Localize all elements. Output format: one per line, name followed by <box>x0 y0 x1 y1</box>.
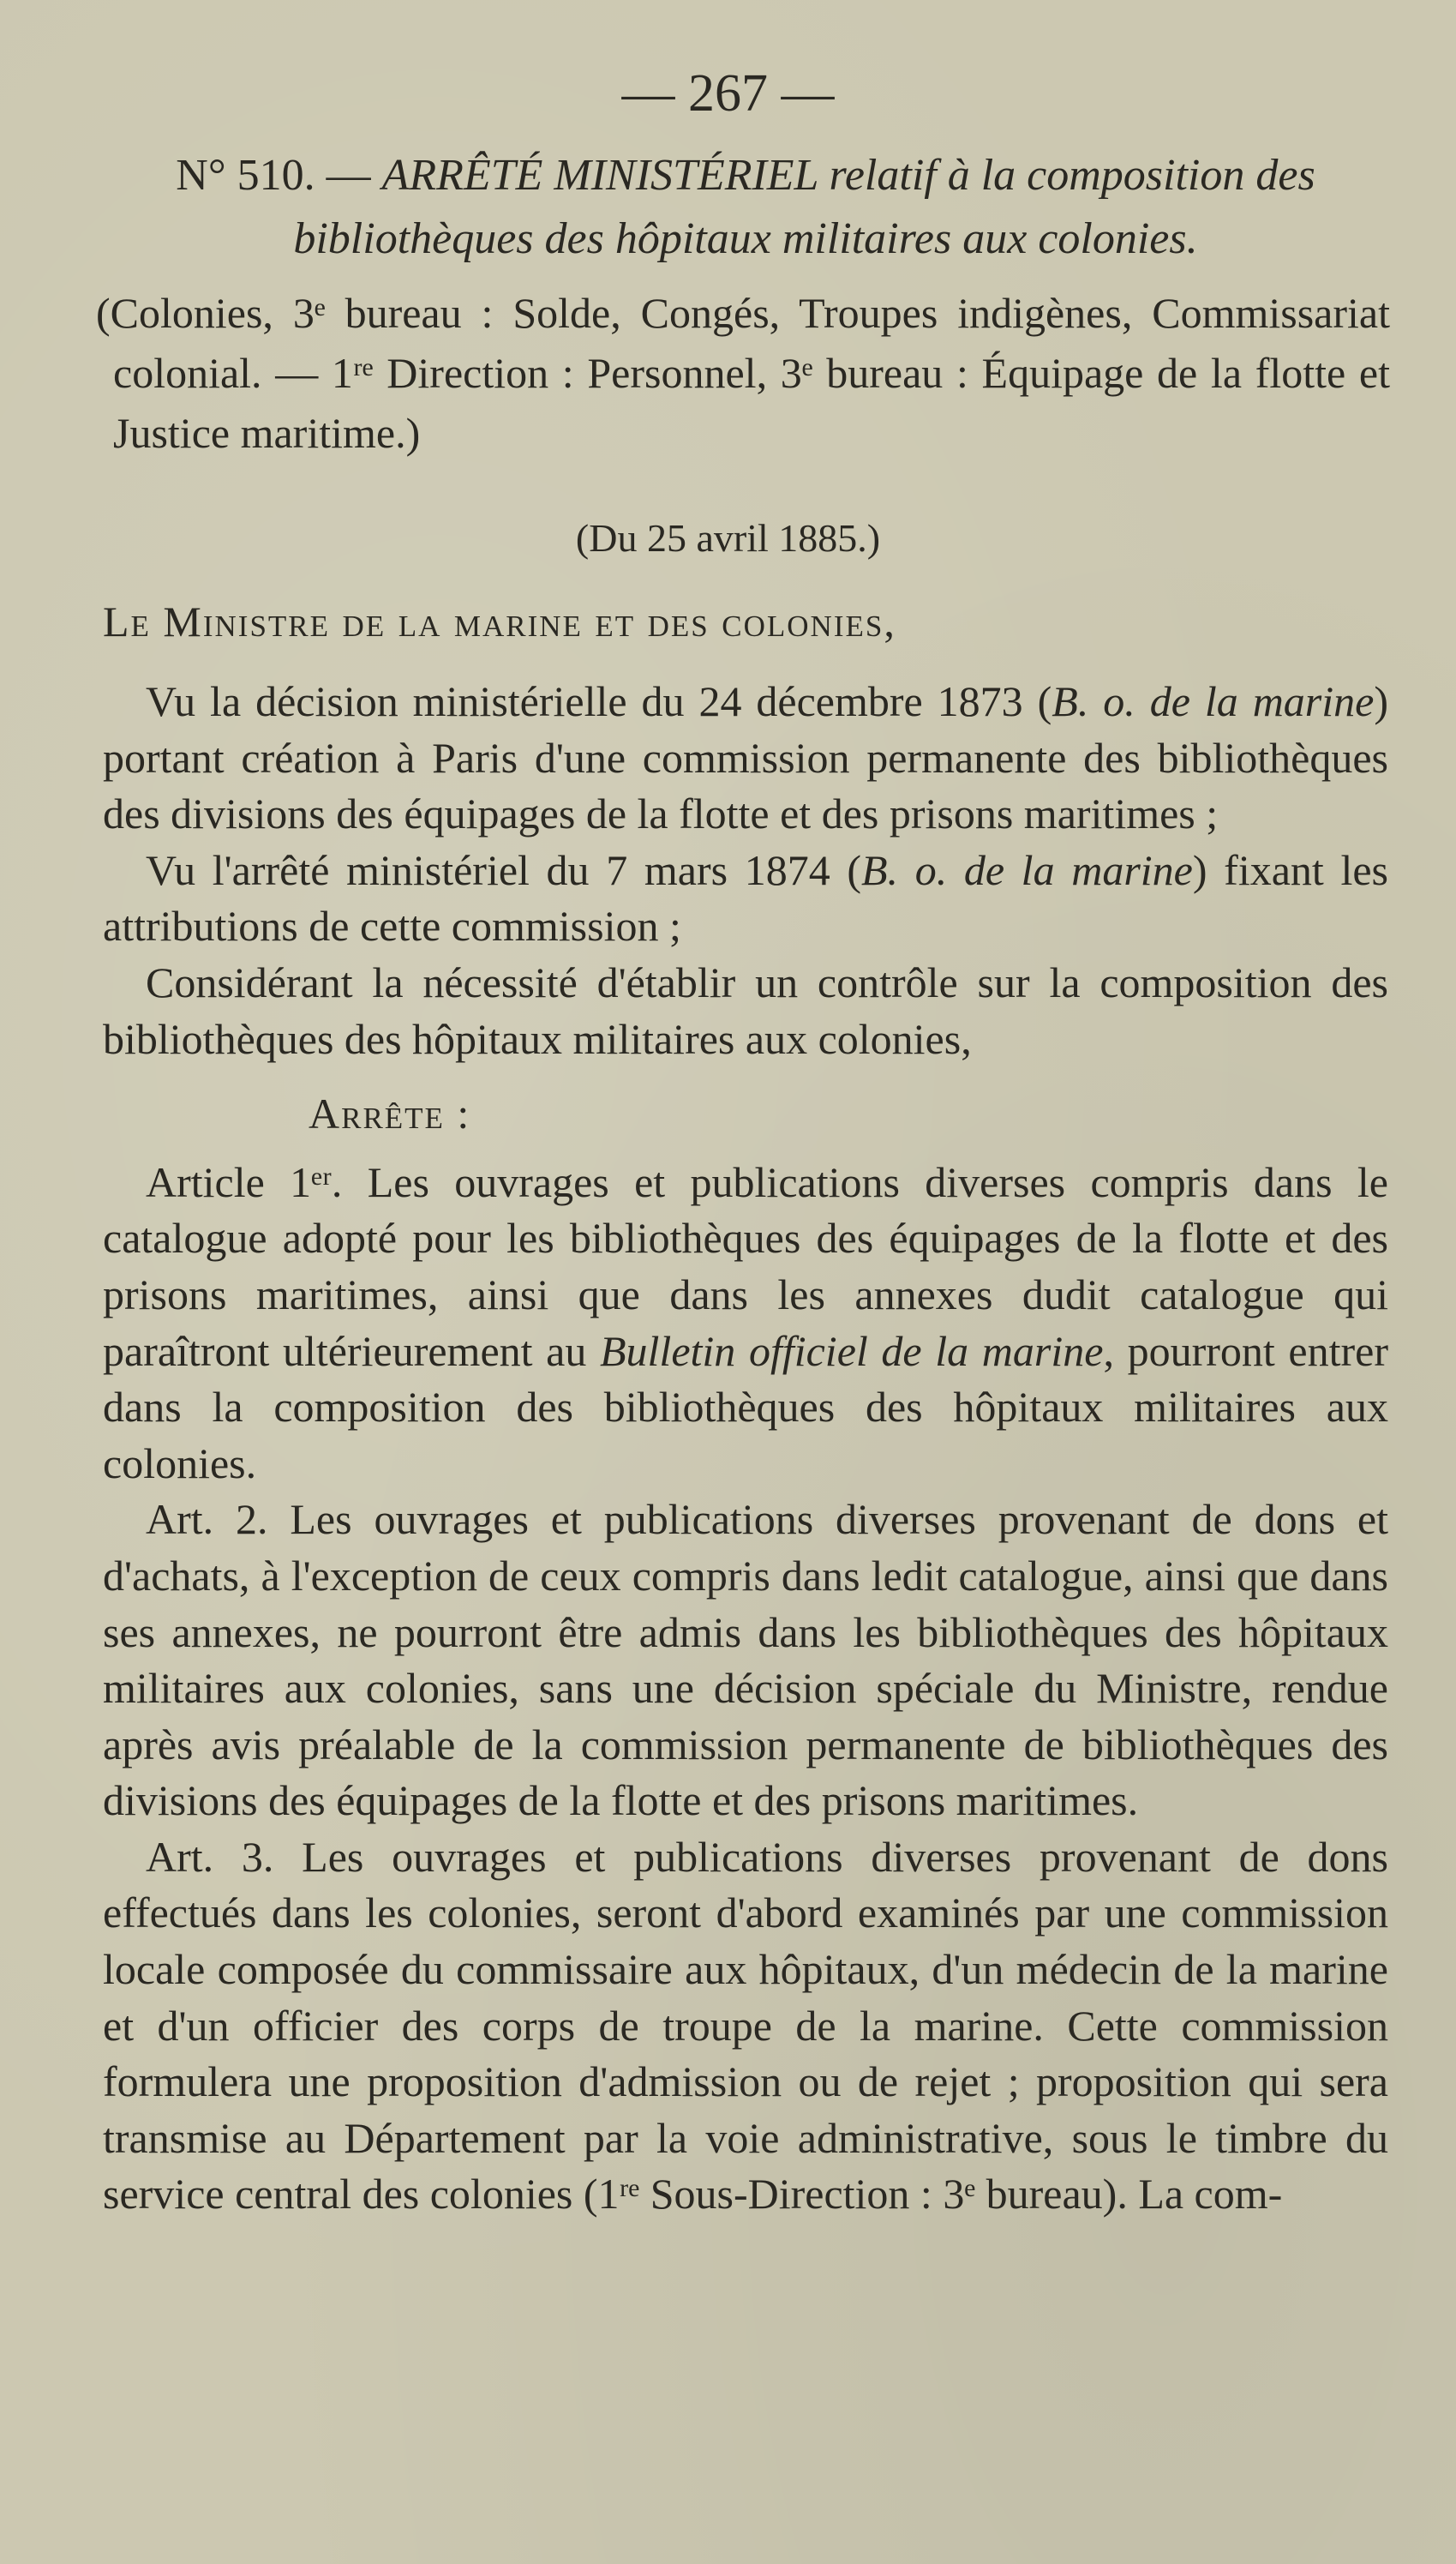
minister-line: Le Ministre de la marine et des colonies, <box>103 597 896 646</box>
bulletin-reference: Bulletin officiel de la marine <box>600 1326 1104 1375</box>
decree-body <box>103 674 1388 2223</box>
considerant-1: Vu la décision ministérielle du 24 décembre 1873 (B. o. de la marine) portant création à Paris d'une commission permanente des bibliothèques des divisions des équipages de la flotte et des prisons maritimes ; <box>103 677 1388 838</box>
bulletin-reference: B. o. de la marine <box>861 845 1193 894</box>
page-number: — 267 — <box>621 64 835 123</box>
article-1: Article 1ᵉʳ. Les ouvrages et publications diverses compris dans le catalogue adopté pour les bibliothèques des équipages de la flotte et des prisons maritimes, ainsi que dans les annexes dudit catalogue qui paraîtront ultérieurement au Bulletin officiel de la marine, pourront entrer dans la composition des bibliothèques des hôpitaux militaires aux colonies. <box>103 1157 1389 1487</box>
considerant-2: Vu l'arrêté ministériel du 7 mars 1874 (B. o. de la marine) fixant les attributions de cette commission ; <box>103 845 1388 951</box>
article-2: Art. 2. Les ouvrages et publications diverses provenant de dons et d'achats, à l'exception de ceux compris dans ledit catalogue, ainsi que dans ses annexes, ne pourront être admis dans les bibliothèques des hôpitaux militaires aux colonies, sans une décision spéciale du Ministre, rendue après avis préalable de la commission permanente de bibliothèques des divisions des équipages de la flotte et des prisons maritimes. <box>103 1495 1388 1825</box>
bulletin-reference: B. o. de la marine <box>1052 677 1375 725</box>
decree-title: ARRÊTÉ MINISTÉRIEL <box>381 151 818 200</box>
decree-subtitle: relatif à la composition des bibliothèques des hôpitaux militaires aux colonies. <box>293 151 1315 263</box>
article-1-label: Article 1ᵉʳ. <box>146 1157 343 1206</box>
decree-number: N° 510. — <box>176 151 382 200</box>
decree-date: (Du 25 avril 1885.) <box>575 516 881 560</box>
article-3: Art. 3. Les ouvrages et publications diverses provenant de dons effectués dans les colonies, seront d'abord examinés par une commission locale composée du commissaire aux hôpitaux, d'un médecin de la marine et d'un officier des corps de troupe de la marine. Cette commission formulera une proposition d'admission ou de rejet ; proposition qui sera transmise au Département par la voie administrative, sous le timbre du service central des colonies (1ʳᵉ Sous-Direction : 3ᵉ bureau). La com- <box>103 1832 1388 2219</box>
bureau-note: (Colonies, 3ᵉ bureau : Solde, Congés, Troupes indigènes, Commissariat colonial. — 1ʳᵉ Direction : Personnel, 3ᵉ bureau : Équipage de la flotte et Justice maritime.) <box>96 289 1390 457</box>
decree-heading <box>103 144 1388 271</box>
considerant-3: Considérant la nécessité d'établir un contrôle sur la composition des bibliothèques des hôpitaux militaires aux colonies, <box>103 958 1388 1063</box>
arrete-heading: Arrête : <box>309 1090 471 1138</box>
